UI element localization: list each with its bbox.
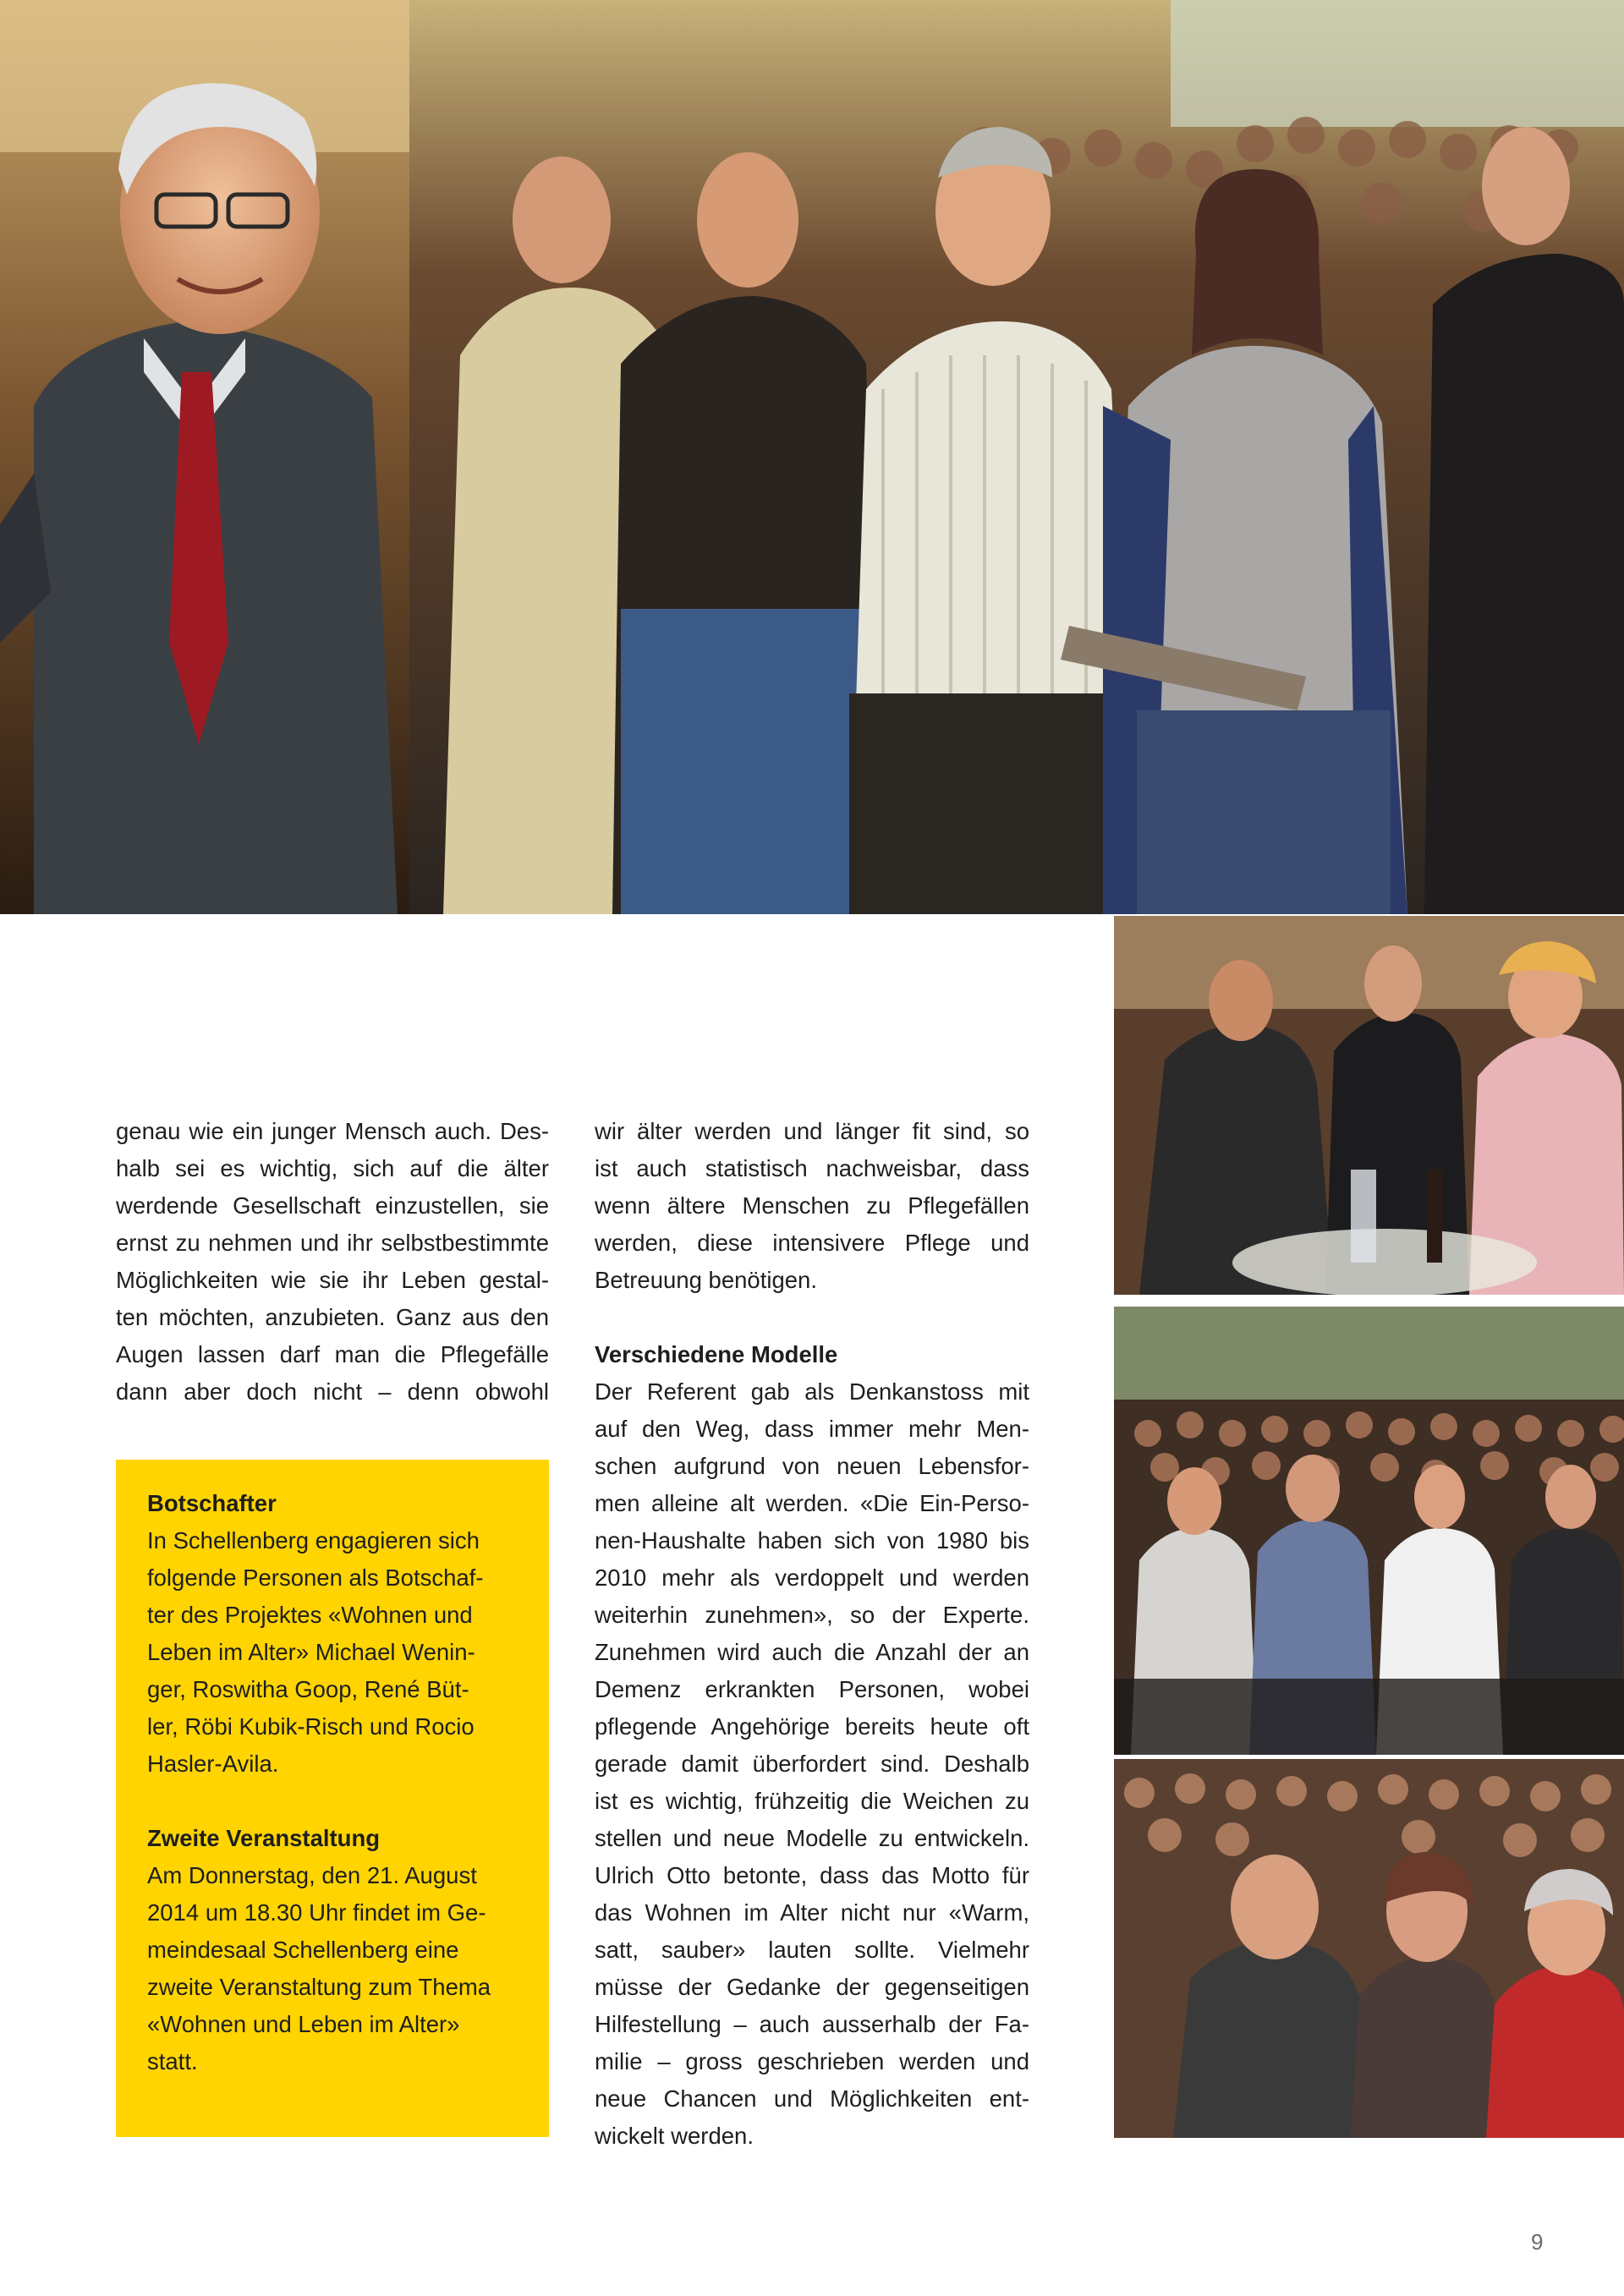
photo-audience-seated	[409, 0, 1624, 914]
box-text-line: Am Donnerstag, den 21. August	[147, 1862, 477, 1888]
text-line: dann aber doch nicht – denn obwohl	[116, 1378, 549, 1405]
box-text-line: statt.	[147, 2048, 198, 2074]
text-line: pflegende Angehörige bereits heute oft	[595, 1713, 1029, 1740]
text-line: ernst zu nehmen und ihr selbstbestimmte	[116, 1230, 549, 1256]
text-line: wir älter werden und länger fit sind, so	[595, 1118, 1029, 1144]
text-line: ist auch statistisch nachweisbar, dass	[595, 1155, 1029, 1181]
box-text-line: «Wohnen und Leben im Alter»	[147, 2011, 460, 2037]
photo-audience-close-up	[1114, 1759, 1624, 2138]
photo-people-talking-icon	[1114, 916, 1624, 1295]
section-heading-verschiedene-modelle: Verschiedene Modelle	[595, 1341, 838, 1367]
page-number: 9	[1531, 2229, 1544, 2255]
box-text-line: Leben im Alter» Michael Wenin-	[147, 1639, 475, 1665]
text-line: Hilfestellung – auch ausserhalb der Fa-	[595, 2011, 1029, 2037]
text-line: Ulrich Otto betonte, dass das Motto für	[595, 1862, 1029, 1888]
box-text-line: meindesaal Schellenberg eine	[147, 1937, 459, 1963]
text-line: Möglichkeiten wie sie ihr Leben gestal-	[116, 1267, 549, 1293]
box-text-line: ler, Röbi Kubik-Risch und Rocio	[147, 1713, 475, 1740]
text-line: ten möchten, anzubieten. Ganz aus den	[116, 1304, 549, 1330]
left-text-column	[116, 1113, 549, 1411]
text-line: men alleine alt werden. «Die Ein-Perso-	[595, 1490, 1029, 1516]
box-text-line: ter des Projektes «Wohnen und	[147, 1602, 473, 1628]
box-text-line: Hasler-Avila.	[147, 1751, 279, 1777]
text-line: schen aufgrund von neuen Lebensfor-	[595, 1453, 1029, 1479]
text-line: neue Chancen und Möglichkeiten ent-	[595, 2085, 1029, 2112]
text-line: Augen lassen darf man die Pflegefälle	[116, 1341, 549, 1367]
text-line: wenn ältere Menschen zu Pflegefällen	[595, 1192, 1029, 1219]
box-text-line: ger, Roswitha Goop, René Büt-	[147, 1676, 469, 1702]
photo-audience-rows	[1114, 1307, 1624, 1755]
box-text-line: folgende Personen als Botschaf-	[147, 1564, 484, 1591]
text-line: milie – gross geschrieben werden und	[595, 2048, 1029, 2074]
text-line: halb sei es wichtig, sich auf die älter	[116, 1155, 549, 1181]
photo-man-in-suit	[0, 0, 409, 914]
text-line: ist es wichtig, frühzeitig die Weichen zu	[595, 1788, 1029, 1814]
text-line: Betreuung benötigen.	[595, 1267, 817, 1293]
text-line: stellen und neue Modelle zu entwickeln.	[595, 1825, 1029, 1851]
photo-audience-rows-icon	[1114, 1307, 1624, 1755]
text-line: satt, sauber» lauten sollte. Vielmehr	[595, 1937, 1029, 1963]
box-text-line: zweite Veranstaltung zum Thema	[147, 1974, 491, 2000]
text-line: gerade damit überfordert sind. Deshalb	[595, 1751, 1029, 1777]
text-line: genau wie ein junger Mensch auch. Des-	[116, 1118, 549, 1144]
box-heading-zweite-veranstaltung: Zweite Veranstaltung	[147, 1825, 381, 1851]
text-line: Demenz erkrankten Personen, wobei	[595, 1676, 1029, 1702]
text-line: werden, diese intensivere Pflege und	[595, 1230, 1029, 1256]
box-text-line: 2014 um 18.30 Uhr findet im Ge-	[147, 1899, 486, 1926]
text-line: Zunehmen wird auch die Anzahl der an	[595, 1639, 1029, 1665]
box-heading-botschafter: Botschafter	[147, 1490, 277, 1516]
text-line: auf den Weg, dass immer mehr Men-	[595, 1416, 1029, 1442]
photo-people-talking	[1114, 916, 1624, 1295]
photo-audience-seated-icon	[409, 0, 1624, 914]
text-line: Der Referent gab als Denkanstoss mit	[595, 1378, 1029, 1405]
text-line: 2010 mehr als verdoppelt und werden	[595, 1564, 1029, 1591]
middle-text-column	[595, 1113, 1029, 2155]
text-line: werdende Gesellschaft einzustellen, sie	[116, 1192, 549, 1219]
box-text-line: In Schellenberg engagieren sich	[147, 1527, 480, 1553]
text-line: das Wohnen im Alter nicht nur «Warm,	[595, 1899, 1029, 1926]
text-line: weiterhin zunehmen», so der Experte.	[595, 1602, 1029, 1628]
text-line: nen-Haushalte haben sich von 1980 bis	[595, 1527, 1029, 1553]
text-line: wickelt werden.	[595, 2123, 754, 2149]
text-line: müsse der Gedanke der gegenseitigen	[595, 1974, 1029, 2000]
photo-man-in-suit-icon	[0, 0, 409, 914]
photo-audience-close-up-icon	[1114, 1759, 1624, 2138]
info-box	[116, 1460, 549, 2137]
